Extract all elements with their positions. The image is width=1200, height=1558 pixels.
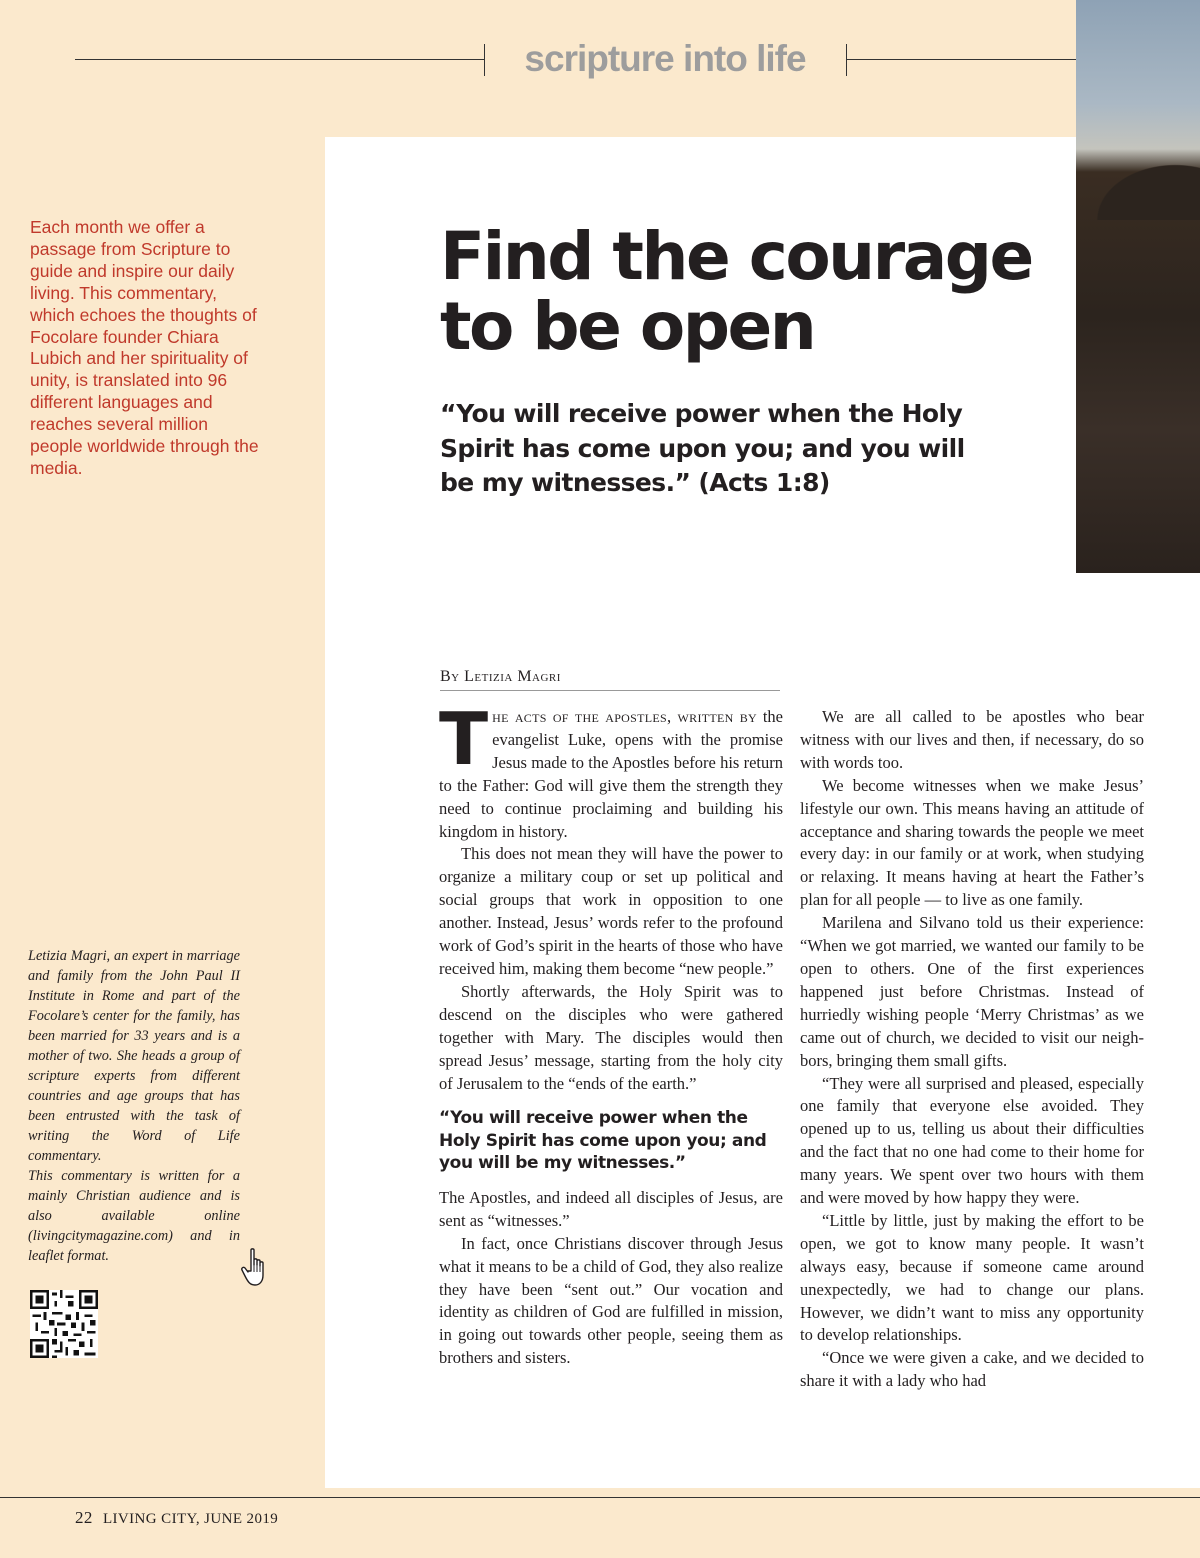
pull-quote: “You will receive power when the Holy Spirit has come upon you; and you will be my witnesses.” bbox=[439, 1108, 767, 1174]
availability-note: This commentary is written for a mainly Christian audience and is also available online (livingcitymagazine.com) and in leaflet format. bbox=[28, 1168, 240, 1264]
bio-text: Letizia Magri, an expert in marriage and family from the John Paul II Institute in Rome and part of the Focolare’s center for the family, has been married for 33 years and is a mother of two. She heads a group of scripture experts from different countries and age groups that has been entrusted with the task of writing the Word of Life commentary. bbox=[28, 948, 240, 1164]
paragraph-3: Shortly afterwards, the Holy Spirit was to descend on the disciples who were gathered together with Mary. The disciples would then spread Jesus’ message, starting from the holy city of Jerusalem to the “ends of the earth.” bbox=[439, 981, 783, 1093]
paragraph-5: In fact, once Christians discover through Jesus what it means to be a child of God, they also realize they have been “sent out.” Our vocation and identity as children of God are fulfilled in mission, in going out towards other people, seeing them as brothers and sisters. bbox=[439, 1233, 783, 1368]
headline: Find the courage to be open bbox=[440, 218, 1032, 365]
paragraph-4: The Apostles, and indeed all disciples of Jesus, are sent as “witnesses.” bbox=[439, 1187, 783, 1230]
subhead-quote: “You will receive power when the Holy Spirit has come upon you; and you will be my witnesses.” (Acts 1:8) bbox=[440, 399, 965, 497]
page-number: 22 bbox=[75, 1508, 93, 1527]
hand-pointer-icon[interactable] bbox=[240, 1247, 274, 1289]
column-right bbox=[800, 706, 1144, 1393]
footer-rule bbox=[0, 1497, 1200, 1498]
landscape-photo bbox=[1076, 0, 1200, 573]
byline: By Letizia Magri bbox=[440, 668, 780, 691]
drop-cap: T bbox=[439, 697, 487, 781]
paragraph-6: We are all called to be apostles who bear witness with our lives and then, if necessary, do so with words too. bbox=[800, 707, 1144, 772]
publication-line: LIVING CITY, JUNE 2019 bbox=[102, 1511, 279, 1527]
paragraph-10: “Little by little, just by making the effort to be open, we got to know many people. It wasn’t always easy, because if someone came around unexpectedly, we had to change our plans. However, we didn’t want to miss any opportunity to develop relationships. bbox=[800, 1210, 1144, 1345]
section-title: scripture into life bbox=[524, 38, 806, 79]
paragraph-11: “Once we were given a cake, and we decided to share it with a lady who had bbox=[800, 1348, 1144, 1391]
paragraph-1: The acts of the apostles, written by the evangelist Luke, opens with the promise Jesus made to the Apostles before his return to the Father: God will give them the strength they need to continue proclaiming and building his kingdom in history. bbox=[439, 697, 783, 841]
lead-in: he acts of the apostles, written by bbox=[492, 707, 757, 726]
page-footer bbox=[75, 1508, 278, 1528]
paragraph-2: This does not mean they will have the power to organize a military coup or set up political and social groups that work in opposition to one another. Instead, Jesus’ words refer to the profound work of God’s spirit in the hearts of those who have received him, making them become “new people.” bbox=[439, 844, 783, 978]
paragraph-7: We become witnesses when we make Jesus’ lifestyle our own. This means having an attitude of acceptance and sharing towards the people we meet every day: in our family or at work, when studying or relaxing. It means having at heart the Father’s plan for all people — to live as one family. bbox=[800, 775, 1144, 910]
paragraph-8: Marilena and Silvano told us their experience: “When we got married, we wanted our family to be open to others. One of the first experiences happened just before Christmas. Instead of hurriedly wishing people ‘Merry Christmas’ as we came out of church, we decided to visit our neighbors, bringing them small gifts. bbox=[800, 913, 1144, 1070]
header-rule-right bbox=[846, 59, 1076, 60]
sidebar-intro: Each month we offer a passage from Scripture to guide and inspire our daily living. This commentary, which echoes the thoughts of Focolare founder Chiara Lubich and her spirituality of unity, is translated into 96 different languages and reaches several million people worldwide through the media. bbox=[30, 217, 259, 478]
header-tick-right bbox=[846, 44, 847, 76]
header-rule-left bbox=[75, 59, 484, 60]
qr-code-icon[interactable] bbox=[30, 1290, 98, 1358]
paragraph-9: “They were all surprised and pleased, especially one family that everyone else avoided. They opened up to us, telling us about their difficulties and the fact that no one had come to their home for many years. We spent over two hours with them and were moved by how happy they were. bbox=[800, 1073, 1144, 1208]
author-bio bbox=[28, 946, 240, 1266]
photo-ridge bbox=[1076, 150, 1200, 220]
column-left bbox=[439, 697, 783, 1370]
